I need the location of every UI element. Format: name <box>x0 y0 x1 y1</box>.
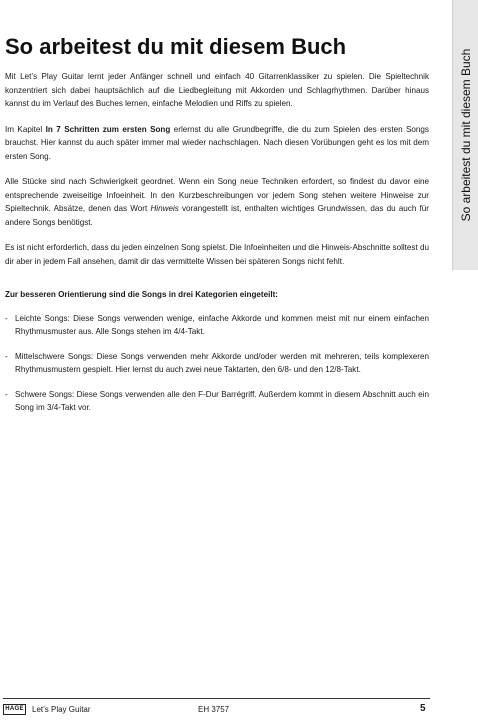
category-text-medium: Mittelschwere Songs: Diese Songs verwenden mehr Akkorde und/oder werden mit mehreren, teils komplexeren Rhythmusmustern gespielt. Hier lernst du auch zwei neue Taktarten, den 6/8- und den 12/8-Takt. <box>15 351 429 374</box>
chapter-paragraph-prefix: Im Kapitel <box>5 124 46 134</box>
page-footer <box>0 698 478 720</box>
category-item-hard <box>5 388 429 415</box>
page-title: So arbeitest du mit diesem Buch <box>5 34 347 59</box>
list-dash: - <box>5 313 8 323</box>
list-dash: - <box>5 389 8 399</box>
category-text-easy: Leichte Songs: Diese Songs verwenden wenige, einfache Akkorde und kommen meist mit nur einem einfachen Rhythmusmuster aus. Alle Songs stehen im 4/4-Takt. <box>15 313 429 336</box>
category-item-medium <box>5 350 429 377</box>
order-paragraph-suffix: vorangestellt ist, enthalten wichtiges Grundwissen, das du auch für andere Songs benötigst. <box>5 204 429 227</box>
footer-edition-code: EH 3757 <box>198 705 230 714</box>
chapter-paragraph-suffix: erlernst du alle Grundbegriffe, die du zum Spielen des ersten Songs brauchst. Hier kannst du auch später immer mal wieder nachschlagen. Nach diesen Vorübungen geht es los mit dem ersten Song. <box>5 124 429 161</box>
chapter-side-tab <box>452 0 478 270</box>
side-tab-label: So arbeitest du mit diesem Buch <box>459 48 473 222</box>
list-dash: - <box>5 351 8 361</box>
category-text-hard: Schwere Songs: Diese Songs verwenden alle den F-Dur Barrégriff. Außerdem kommt in diesem Abschnitt auch ein Song im 3/4-Takt vor. <box>15 389 429 412</box>
publisher-logo: HAGE <box>3 704 26 715</box>
intro-paragraph: Mit Let’s Play Guitar lernt jeder Anfänger schnell und einfach 40 Gitarrenklassiker zu spielen. Die Spieltechnik konzentriert sich dabei hauptsächlich auf die Liedbegleitung mit Akkorden und Schlagrhythmen. Darüber hinaus kannst du im Verlauf des Buches lernen, einfache Melodien und Riffs zu spielen. <box>5 72 429 108</box>
main-content <box>5 70 429 426</box>
order-paragraph-prefix: Alle Stücke sind nach Schwierigkeit geordnet. Wenn ein Song neue Techniken erfordert, so findest du davor eine entsprechende zweiseitige Infoeinheit. In den Kurzbeschreibungen vor jedem Song stehen weitere Hinweise zur Spieltechnik. Absätze, denen das Wort <box>5 177 429 213</box>
hinweis-word: Hinweis <box>150 204 179 213</box>
category-item-easy <box>5 312 429 339</box>
page-number: 5 <box>420 703 426 714</box>
order-paragraph <box>5 175 429 229</box>
categories-heading: Zur besseren Orientierung sind die Songs in drei Kategorien eingeteilt: <box>5 290 278 299</box>
chapter-name: In 7 Schritten zum ersten Song <box>45 124 171 134</box>
note-paragraph: Es ist nicht erforderlich, dass du jeden einzelnen Song spielst. Die Infoeinheiten und die Hinweis-Abschnitte solltest du dir aber in jedem Fall ansehen, damit dir das vermittelte Wissen bei späteren Songs nicht fehlt. <box>5 243 429 266</box>
chapter-paragraph <box>5 123 429 164</box>
footer-divider <box>3 698 430 699</box>
footer-book-title: Let’s Play Guitar <box>32 705 91 714</box>
